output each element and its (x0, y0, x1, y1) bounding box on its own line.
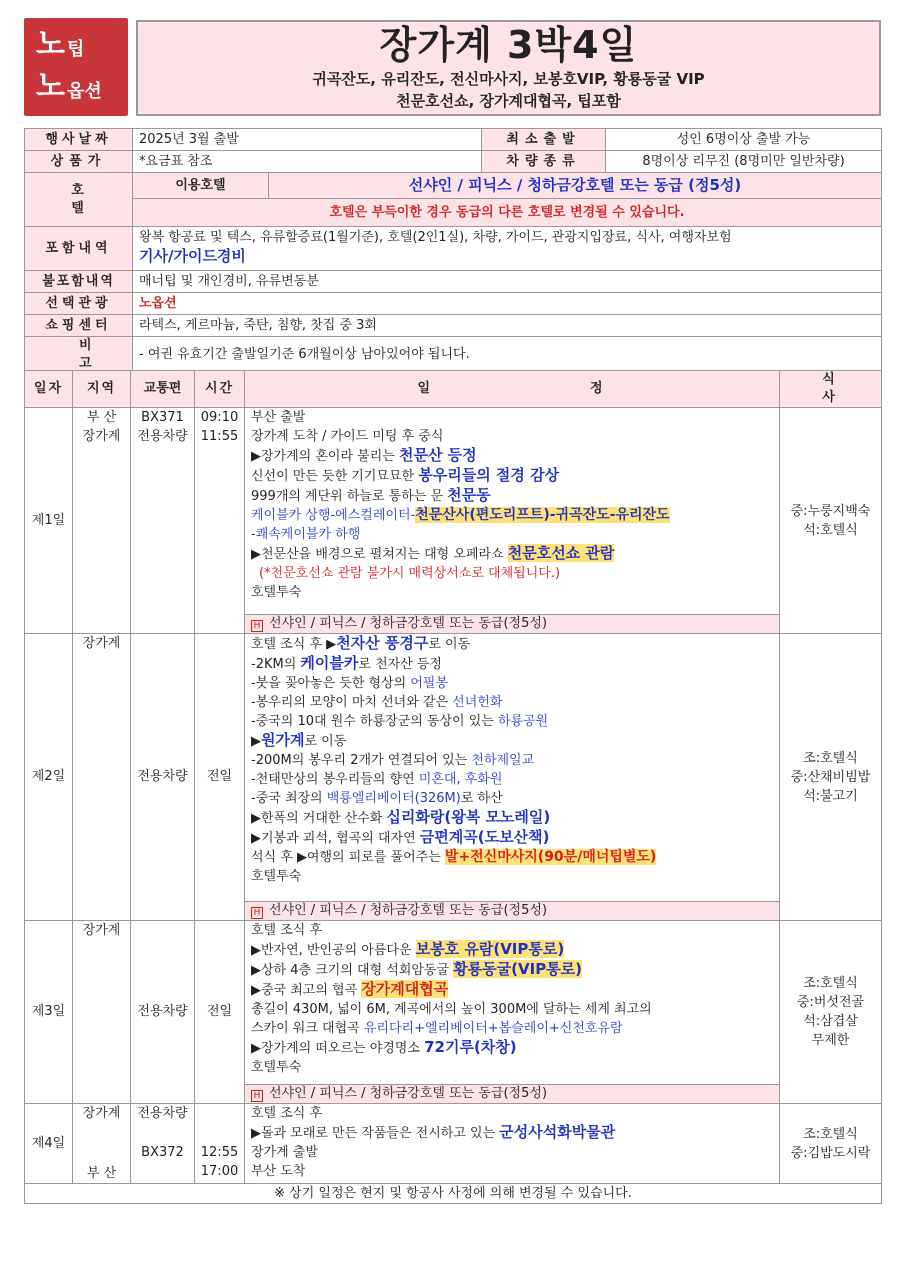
itinerary-line: 호텔투숙 (251, 869, 302, 884)
exclude-label: 불포함내역 (25, 271, 133, 293)
vehicle-label: 차량종류 (482, 151, 606, 173)
highlight-text: 천문동 (447, 486, 491, 504)
itinerary-line: ▶천문산을 배경으로 펼쳐지는 대형 오페라쇼 (251, 547, 508, 562)
place: 장가계 (82, 923, 121, 938)
place: 부 산 (86, 1166, 117, 1181)
highlight-text: 황룡동굴(VIP통로) (453, 960, 583, 978)
meal: 중:산채비빔밥 (790, 769, 871, 785)
highlight-text: 천문산사(편도리프트)-귀곡잔도-유리잔도 (415, 507, 670, 523)
meal: 석:삼겹살 (803, 1014, 858, 1029)
time: 09:10 (200, 410, 239, 425)
itinerary-line: ▶기봉과 괴석, 협곡의 대자연 (251, 831, 420, 846)
col-meal: 식사 (780, 371, 882, 408)
transport: BX372 (141, 1145, 184, 1160)
highlight-text: 장가계대협곡 (361, 980, 449, 998)
itinerary-line: 호텔투숙 (251, 585, 302, 600)
place: 장가계 (82, 429, 121, 444)
highlight-text: 발+전신마사지(90분/매너팁별도) (444, 849, 657, 865)
shop-value: 라텍스, 게르마늄, 죽탄, 침향, 찻집 중 3회 (133, 315, 882, 337)
itinerary-line: -봉우리의 모양이 마치 선녀와 같은 (251, 695, 453, 710)
itinerary-line: ▶돌과 모래로 만든 작품들은 전시하고 있는 (251, 1126, 500, 1141)
highlight-text: 천자산 풍경구 (336, 634, 429, 652)
logo-text: 노 (36, 69, 65, 104)
hotel-icon: H (251, 620, 263, 632)
time: 11:55 (200, 429, 239, 444)
place: 장가계 (82, 636, 121, 651)
option-label: 선택관광 (25, 293, 133, 315)
hotel-bar-text: 선샤인 / 피닉스 / 청하금강호텔 또는 동급(정5성) (269, 1086, 548, 1101)
col-day: 일자 (25, 371, 73, 408)
title-subline: 천문호선쇼, 장가계대협곡, 팁포함 (396, 92, 621, 110)
itinerary-line: 케이블카 상행-에스컬레이터- (251, 508, 416, 523)
itinerary-line: 석식 후 ▶여행의 피로를 풀어주는 (251, 850, 445, 865)
hotel-icon: H (251, 907, 263, 919)
note-label: 비고 (25, 337, 133, 374)
page-title: 장가계 3박4일 (379, 23, 638, 67)
highlight-text: 천문산 등정 (398, 446, 477, 464)
option-value: 노옵션 (133, 293, 882, 315)
itinerary-line: 로 하산 (460, 791, 503, 806)
note-value: - 여권 유효기간 출발일기준 6개월이상 남아있어야 됩니다. (133, 337, 882, 374)
place: 부 산 (86, 410, 117, 425)
col-place: 지역 (73, 371, 131, 408)
min-label: 최소출발 (482, 129, 606, 151)
itinerary-line: 호텔투숙 (251, 1060, 302, 1075)
day-row-1 (25, 408, 882, 615)
day-label: 제1일 (25, 408, 73, 634)
itinerary-line: 신선이 만든 듯한 기기묘묘한 (251, 469, 419, 484)
day-row-4 (25, 1104, 882, 1184)
info-table (24, 128, 882, 374)
itinerary-line: ▶한폭의 거대한 산수화 (251, 811, 387, 826)
footer-note: ※ 상기 일정은 현지 및 항공사 사정에 의해 변경될 수 있습니다. (25, 1184, 882, 1204)
time: 12:55 (200, 1145, 239, 1160)
itinerary-line: 로 이동 (428, 637, 471, 652)
title-box (136, 20, 881, 116)
schedule-table (24, 370, 882, 1204)
place: 장가계 (82, 1106, 121, 1121)
highlight-text: 금편계곡(도보산책) (419, 828, 550, 846)
itinerary-line: ▶중국 최고의 협곡 (251, 983, 362, 998)
itinerary-line: 총길이 430M, 넓이 6M, 계곡에서의 높이 300M에 달하는 세계 최고의 (251, 1002, 652, 1017)
itinerary-line: 장가계 도착 / 가이드 미팅 후 중식 (251, 429, 444, 444)
price-value: *요금표 참조 (133, 151, 482, 173)
itinerary-line: 부산 출발 (251, 410, 306, 425)
include-value-extra: 기사/가이드경비 (139, 247, 246, 265)
itinerary-note: (*천문호선쇼 관람 불가시 매력상서쇼로 대체됩니다.) (259, 566, 561, 581)
schedule-header (25, 371, 882, 408)
meal: 석:호텔식 (803, 522, 858, 538)
col-transport: 교통편 (131, 371, 195, 408)
itinerary-line: 호텔 조식 후 (251, 923, 323, 938)
price-label: 상품가 (25, 151, 133, 173)
hotel-note: 호텔은 부득이한 경우 동급의 다른 호텔로 변경될 수 있습니다. (133, 199, 882, 227)
meal: 중:누룽지백숙 (790, 503, 871, 519)
meal: 중:버섯전골 (796, 995, 865, 1010)
itinerary-line: -200M의 봉우리 2개가 연결되어 있는 (251, 753, 472, 768)
title-subline: 귀곡잔도, 유리잔도, 전신마사지, 보봉호VIP, 황룡동굴 VIP (312, 70, 705, 88)
itinerary-line: 스카이 워크 대협곡 (251, 1021, 364, 1036)
transport: 전용차량 (131, 634, 195, 921)
itinerary-line: ▶장가계의 혼이라 불리는 (251, 449, 399, 464)
transport: 전용차량 (137, 1106, 188, 1121)
time: 전일 (195, 634, 245, 921)
min-value: 성인 6명이상 출발 가능 (606, 129, 882, 151)
include-value: 왕복 항공료 및 텍스, 유류할증료(1월기준), 호텔(2인1실), 차량, 가이드, 관광지입장료, 식사, 여행자보험 (139, 230, 732, 245)
vehicle-value: 8명이상 리무진 (8명미만 일반차량) (606, 151, 882, 173)
highlight-text: 보봉호 유람(VIP통로) (415, 940, 565, 958)
highlight-text: 십리화랑(왕복 모노레일) (386, 808, 551, 826)
col-itinerary: 일정 (245, 371, 780, 408)
brand-logo (24, 18, 128, 116)
day-row-3 (25, 921, 882, 1085)
time: 전일 (195, 921, 245, 1104)
meal: 석:불고기 (803, 788, 858, 804)
itinerary-line: -중국 최장의 (251, 791, 327, 806)
itinerary-line: 호텔 조식 후 ▶ (251, 637, 337, 652)
itinerary-line: 호텔 조식 후 (251, 1106, 323, 1121)
hotel-icon: H (251, 1090, 263, 1102)
itinerary-line: 로 이동 (304, 734, 347, 749)
day-label: 제3일 (25, 921, 73, 1104)
highlight-text: 원가계 (261, 731, 305, 749)
meal: 조:호텔식 (803, 1126, 858, 1142)
logo-text: 노 (36, 27, 65, 62)
itinerary-line: -쾌속케이블카 하행 (251, 527, 361, 542)
date-label: 행사날짜 (25, 129, 133, 151)
exclude-value: 매너팁 및 개인경비, 유류변동분 (133, 271, 882, 293)
hotel-label: 호텔 (25, 173, 133, 227)
itinerary-line: -천태만상의 봉우리들의 향연 (251, 772, 419, 787)
time: 17:00 (200, 1164, 239, 1179)
itinerary-line: ▶상하 4층 크기의 대형 석회암동굴 (251, 963, 454, 978)
date-value: 2025년 3월 출발 (133, 129, 482, 151)
hotel-bar-text: 선샤인 / 피닉스 / 청하금강호텔 또는 동급(정5성) (269, 903, 548, 918)
transport: 전용차량 (131, 921, 195, 1104)
meal: 중:김밥도시락 (790, 1145, 871, 1161)
meal: 조:호텔식 (803, 750, 858, 766)
highlight-text: 케이블카 (300, 654, 359, 672)
itinerary-line: 부산 도착 (251, 1164, 306, 1179)
place-name: 유리다리+엘리베이터+봅슬레이+신천호유람 (363, 1021, 623, 1036)
itinerary-line: ▶ (251, 734, 261, 749)
logo-text: 팁 (66, 39, 85, 60)
day-label: 제2일 (25, 634, 73, 921)
itinerary-line: 장가계 출발 (251, 1145, 318, 1160)
meal: 무제한 (811, 1033, 850, 1048)
hotel-sub-label: 이용호텔 (133, 173, 269, 199)
highlight-text: 봉우리들의 절경 감상 (418, 466, 560, 484)
logo-text: 옵션 (66, 81, 102, 102)
itinerary-line: -2KM의 (251, 657, 301, 672)
hotel-bar-text: 선샤인 / 피닉스 / 청하금강호텔 또는 동급(정5성) (269, 616, 548, 631)
meal: 조:호텔식 (803, 976, 858, 991)
place-name: 선녀헌화 (452, 695, 503, 710)
highlight-text: 천문호선쇼 관람 (507, 544, 615, 562)
transport: BX371 (141, 410, 184, 425)
itinerary-line: 999개의 계단위 하늘로 통하는 문 (251, 489, 448, 504)
highlight-text: 군성사석화박물관 (499, 1123, 616, 1141)
place-name: 천하제일교 (471, 753, 535, 768)
itinerary-line: -중국의 10대 원수 하룡장군의 동상이 있는 (251, 714, 498, 729)
include-label: 포함내역 (25, 227, 133, 271)
itinerary-line: 로 천자산 등정 (358, 657, 442, 672)
itinerary-line: ▶장가계의 떠오르는 야경명소 (251, 1041, 425, 1056)
place-name: 백룡엘리베이터(326M) (326, 791, 461, 806)
itinerary-line: ▶반자연, 반인공의 아름다운 (251, 943, 416, 958)
hotel-value: 선샤인 / 피닉스 / 청하금강호텔 또는 동급 (정5성) (408, 175, 742, 194)
place-name: 어필봉 (410, 676, 449, 691)
transport: 전용차량 (137, 429, 188, 444)
day-row-2 (25, 634, 882, 902)
day-label: 제4일 (25, 1104, 73, 1184)
highlight-text: 72기루(차창) (424, 1038, 517, 1056)
shop-label: 쇼핑센터 (25, 315, 133, 337)
itinerary-line: -붓을 꽂아놓은 듯한 형상의 (251, 676, 411, 691)
col-time: 시간 (195, 371, 245, 408)
place-name: 미혼대, 후화원 (418, 772, 503, 787)
place-name: 하룡공원 (497, 714, 549, 729)
